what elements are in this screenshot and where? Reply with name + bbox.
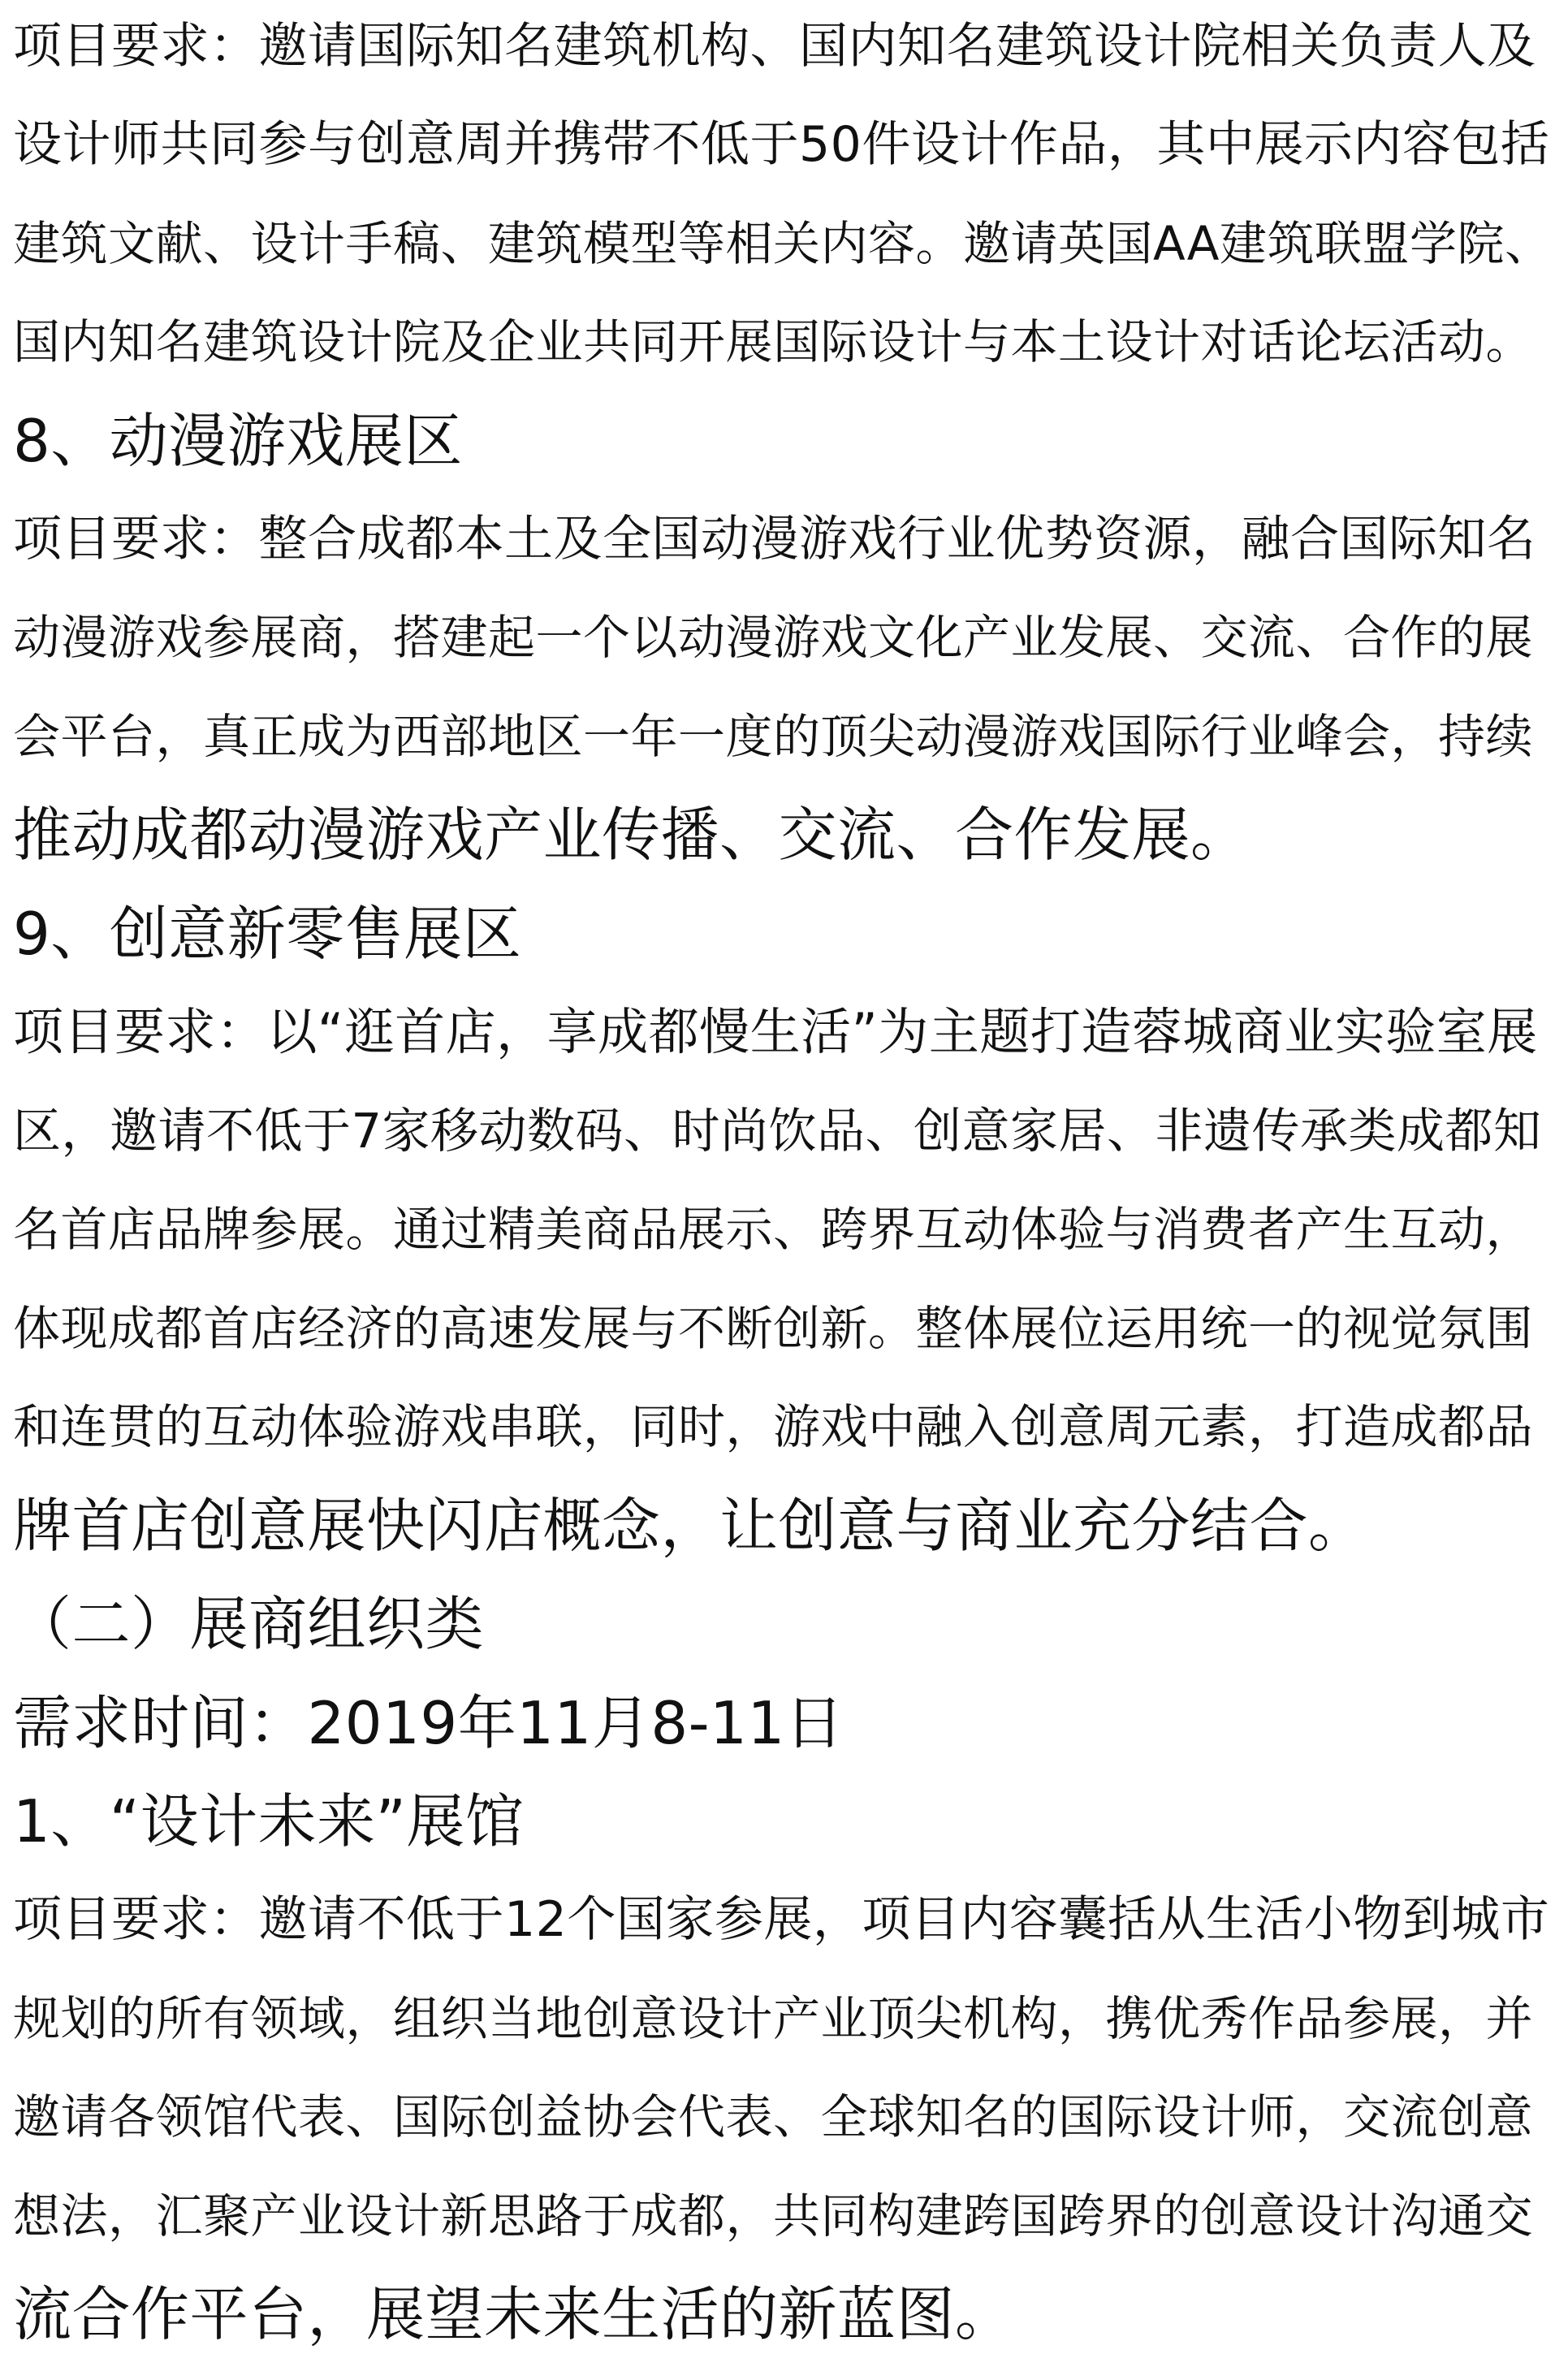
paragraph-line: 项目要求：整合成都本土及全国动漫游戏行业优势资源，融合国际知名 <box>13 511 1536 568</box>
section-heading: 8、动漫游戏展区 <box>13 407 463 475</box>
paragraph-line: 区，邀请不低于7家移动数码、时尚饮品、创意家居、非遗传承类成都知 <box>13 1103 1542 1159</box>
section-heading: 1、“设计未来”展馆 <box>13 1787 525 1855</box>
paragraph-line: 国内知名建筑设计院及企业共同开展国际设计与本土设计对话论坛活动。 <box>13 314 1534 369</box>
paragraph-line: 想法，汇聚产业设计新思路于成都，共同构建跨国跨界的创意设计沟通交 <box>13 2188 1534 2244</box>
paragraph-line: 建筑文献、设计手稿、建筑模型等相关内容。邀请英国AA建筑联盟学院、 <box>13 216 1553 271</box>
section-heading: （二）展商组织类 <box>13 1590 485 1658</box>
paragraph-line: 名首店品牌参展。通过精美商品展示、跨界互动体验与消费者产生互动， <box>13 1202 1534 1257</box>
paragraph-line: 和连贯的互动体验游戏串联，同时，游戏中融入创意周元素，打造成都品 <box>13 1399 1534 1454</box>
paragraph-line: 邀请各领馆代表、国际创益协会代表、全球知名的国际设计师，交流创意 <box>13 2089 1534 2145</box>
paragraph-line: 项目要求：邀请国际知名建筑机构、国内知名建筑设计院相关负责人及 <box>13 18 1536 75</box>
paragraph-line: 流合作平台，展望未来生活的新蓝图。 <box>13 2280 1014 2348</box>
paragraph-line: 动漫游戏参展商，搭建起一个以动漫游戏文化产业发展、交流、合作的展 <box>13 610 1534 665</box>
paragraph-line: 会平台，真正成为西部地区一年一度的顶尖动漫游戏国际行业峰会，持续 <box>13 709 1534 764</box>
paragraph-line: 项目要求：以“逛首店，享成都慢生活”为主题打造蓉城商业实验室展 <box>13 1002 1538 1061</box>
paragraph-line: 规划的所有领域，组织当地创意设计产业顶尖机构，携优秀作品参展，并 <box>13 1991 1534 2046</box>
paragraph-line: 牌首店创意展快闪店概念，让创意与商业充分结合。 <box>13 1492 1367 1560</box>
paragraph-line: 项目要求：邀请不低于12个国家参展，项目内容囊括从生活小物到城市 <box>13 1891 1550 1948</box>
paragraph-line: 设计师共同参与创意周并携带不低于50件设计作品，其中展示内容包括 <box>13 116 1550 173</box>
paragraph-line: 需求时间：2019年11月8-11日 <box>13 1689 844 1757</box>
paragraph-line: 推动成都动漫游戏产业传播、交流、合作发展。 <box>13 801 1250 869</box>
section-heading: 9、创意新零售展区 <box>13 900 522 968</box>
paragraph-line: 体现成都首店经济的高速发展与不断创新。整体展位运用统一的视觉氛围 <box>13 1301 1534 1356</box>
